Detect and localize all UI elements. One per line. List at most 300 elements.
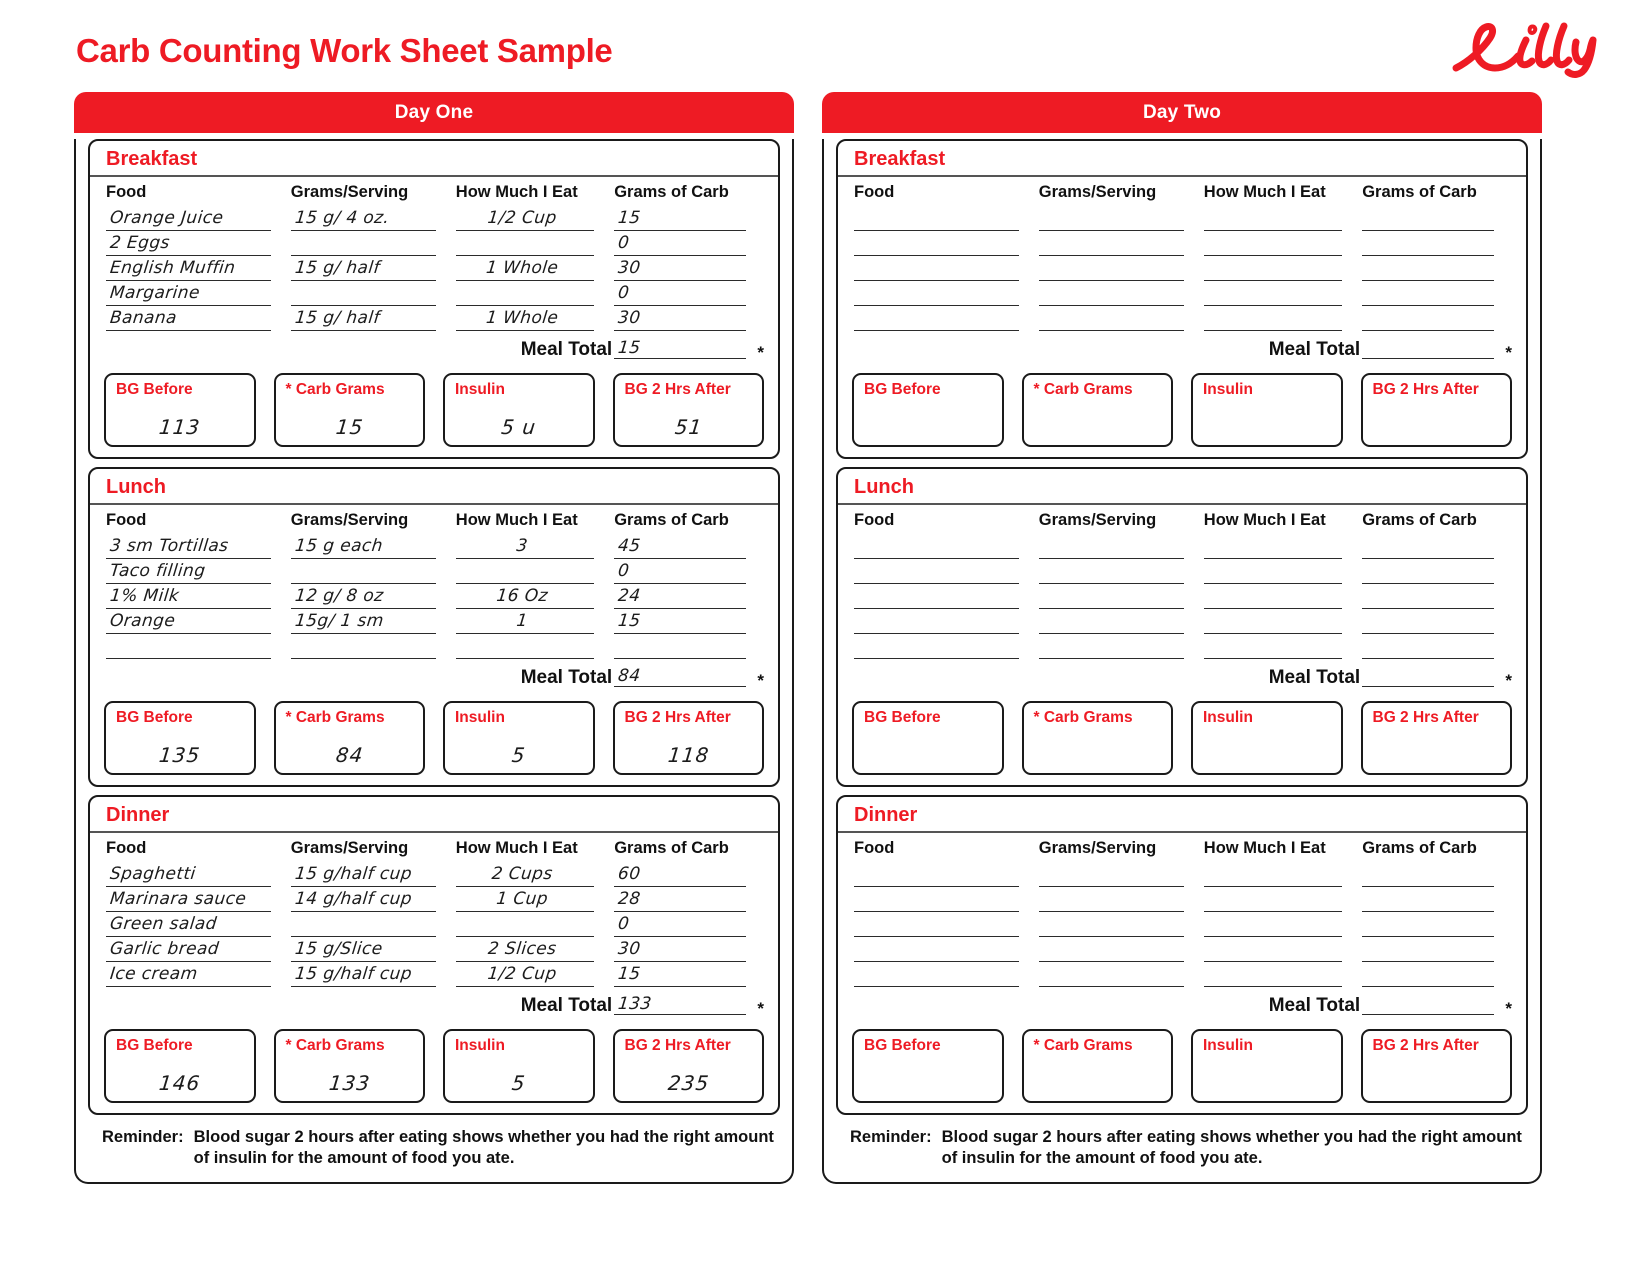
grams-serving-field[interactable]: [289, 206, 454, 231]
carbs-field[interactable]: [612, 962, 764, 987]
food-field[interactable]: [852, 256, 1037, 281]
carbs-field[interactable]: [1360, 281, 1512, 306]
asterisk-marker: *: [1505, 343, 1512, 362]
col-header-food: Food: [106, 183, 147, 201]
carbs-field[interactable]: [612, 937, 764, 962]
asterisk-marker: *: [757, 999, 764, 1018]
how-much-field[interactable]: [454, 231, 612, 256]
food-value: Green salad: [108, 914, 218, 934]
how-much-value: 2 Slices: [486, 939, 558, 959]
grams-serving-field[interactable]: [289, 256, 454, 281]
carbs-value: 28: [617, 889, 642, 909]
grams-serving-value: 15 g/ 4 oz.: [293, 208, 391, 228]
table-row: [104, 559, 764, 584]
grams-serving-value: 15 g/ half: [293, 258, 381, 278]
carbs-field[interactable]: [1360, 584, 1512, 609]
food-field[interactable]: [104, 912, 289, 937]
grams-serving-value: 15 g/half cup: [293, 864, 413, 884]
food-value: Ice cream: [108, 964, 199, 984]
how-much-field[interactable]: [454, 584, 612, 609]
col-header-food: Food: [854, 511, 895, 529]
carbs-value: 0: [617, 283, 631, 303]
grams-serving-field[interactable]: [289, 937, 454, 962]
bg-box-row: [104, 1029, 764, 1103]
bg-after-box[interactable]: [613, 1029, 765, 1103]
food-field[interactable]: [852, 912, 1037, 937]
grams-serving-field[interactable]: [289, 559, 454, 584]
grams-serving-field[interactable]: [1037, 962, 1202, 987]
table-row: [852, 256, 1512, 281]
how-much-field[interactable]: [454, 281, 612, 306]
carbs-field[interactable]: [612, 256, 764, 281]
how-much-field[interactable]: [1202, 231, 1360, 256]
grams-serving-value: 14 g/half cup: [293, 889, 413, 909]
carbs-field[interactable]: [1360, 962, 1512, 987]
grams-serving-field[interactable]: [1037, 887, 1202, 912]
day-column-two: [822, 92, 1542, 1184]
table-header-row: [104, 183, 764, 206]
insulin-box[interactable]: [443, 701, 595, 775]
col-header-grams-carb: Grams of Carb: [614, 183, 729, 201]
bg-before-value: 146: [157, 1071, 202, 1095]
carbs-field[interactable]: [1360, 231, 1512, 256]
carb-grams-box[interactable]: [274, 373, 426, 447]
carbs-value: 45: [617, 536, 642, 556]
food-field[interactable]: [852, 231, 1037, 256]
col-header-grams-carb: Grams of Carb: [1362, 183, 1477, 201]
bg-box-row: [104, 701, 764, 775]
bg-before-label: BG Before: [864, 381, 941, 398]
food-table: [104, 511, 764, 689]
food-field[interactable]: [852, 962, 1037, 987]
grams-serving-field[interactable]: [289, 912, 454, 937]
how-much-field[interactable]: [454, 634, 612, 659]
table-row: [104, 634, 764, 659]
how-much-field[interactable]: [1202, 634, 1360, 659]
food-value: 1% Milk: [108, 586, 181, 606]
carbs-value: 15: [617, 964, 642, 984]
grams-serving-field[interactable]: [1037, 281, 1202, 306]
bg-after-value: 118: [666, 743, 711, 767]
table-row: [104, 937, 764, 962]
how-much-field[interactable]: [1202, 862, 1360, 887]
table-row: [852, 962, 1512, 987]
carb-grams-label: * Carb Grams: [1033, 1037, 1133, 1054]
col-header-food: Food: [854, 183, 895, 201]
food-field[interactable]: [104, 962, 289, 987]
bg-after-label: BG 2 Hrs After: [1372, 709, 1479, 726]
carb-grams-box[interactable]: [1022, 701, 1174, 775]
col-header-how-much: How Much I Eat: [1203, 839, 1326, 857]
bg-after-box[interactable]: [1361, 1029, 1513, 1103]
bg-after-box[interactable]: [613, 701, 765, 775]
meal-total-field[interactable]: [1360, 661, 1512, 689]
insulin-label: Insulin: [1203, 1037, 1253, 1054]
bg-after-label: BG 2 Hrs After: [624, 1037, 731, 1054]
meal-block-lunch: [88, 467, 780, 787]
carbs-value: 0: [617, 561, 631, 581]
food-value: Orange: [108, 611, 177, 631]
bg-before-box[interactable]: [852, 1029, 1004, 1103]
col-header-grams-serving: Grams/Serving: [1038, 511, 1157, 529]
carbs-field[interactable]: [1360, 887, 1512, 912]
how-much-field[interactable]: [454, 559, 612, 584]
food-field[interactable]: [104, 281, 289, 306]
table-row: [852, 281, 1512, 306]
food-table: [852, 839, 1512, 1017]
grams-serving-field[interactable]: [1037, 256, 1202, 281]
meal-block-lunch: [836, 467, 1528, 787]
grams-serving-field[interactable]: [1037, 634, 1202, 659]
carbs-field[interactable]: [612, 862, 764, 887]
how-much-value: 1 Cup: [495, 889, 549, 909]
bg-after-value: 51: [673, 415, 704, 439]
carbs-field[interactable]: [612, 206, 764, 231]
grams-serving-field[interactable]: [289, 862, 454, 887]
food-field[interactable]: [104, 534, 289, 559]
meal-divider: [90, 503, 778, 505]
bg-after-label: BG 2 Hrs After: [1372, 1037, 1479, 1054]
food-field[interactable]: [852, 281, 1037, 306]
meal-title: Lunch: [854, 476, 914, 498]
food-field[interactable]: [852, 609, 1037, 634]
carb-grams-box[interactable]: [274, 701, 426, 775]
how-much-field[interactable]: [1202, 584, 1360, 609]
bg-box-row: [852, 701, 1512, 775]
food-value: 2 Eggs: [108, 233, 171, 253]
insulin-box[interactable]: [1191, 373, 1343, 447]
meal-total-value: 133: [617, 994, 653, 1014]
carbs-field[interactable]: [1360, 609, 1512, 634]
how-much-field[interactable]: [1202, 937, 1360, 962]
bg-before-value: 113: [157, 415, 202, 439]
meal-divider: [838, 503, 1526, 505]
insulin-value: 5: [510, 743, 527, 767]
how-much-value: 2 Cups: [490, 864, 554, 884]
carbs-field[interactable]: [612, 912, 764, 937]
meal-total-row: [852, 987, 1512, 1017]
grams-serving-field[interactable]: [1037, 912, 1202, 937]
meal-total-value: 84: [617, 666, 642, 686]
table-row: [852, 584, 1512, 609]
how-much-value: 1/2 Cup: [486, 208, 558, 228]
grams-serving-field[interactable]: [289, 962, 454, 987]
how-much-field[interactable]: [454, 962, 612, 987]
how-much-field[interactable]: [454, 609, 612, 634]
meal-block-breakfast: [836, 139, 1528, 459]
carbs-field[interactable]: [1360, 206, 1512, 231]
insulin-label: Insulin: [455, 381, 505, 398]
carb-grams-label: * Carb Grams: [285, 709, 385, 726]
grams-serving-field[interactable]: [1037, 559, 1202, 584]
table-row: [104, 887, 764, 912]
food-table: [852, 183, 1512, 361]
food-field[interactable]: [852, 634, 1037, 659]
food-table: [104, 183, 764, 361]
grams-serving-field[interactable]: [289, 231, 454, 256]
meal-total-label: Meal Total: [520, 995, 613, 1016]
meal-divider: [838, 175, 1526, 177]
food-table: [104, 839, 764, 1017]
grams-serving-value: 15g/ 1 sm: [293, 611, 385, 631]
food-field[interactable]: [104, 887, 289, 912]
meal-total-label: Meal Total: [520, 667, 613, 688]
meal-total-field[interactable]: [612, 661, 764, 689]
meal-block-dinner: [88, 795, 780, 1115]
food-field[interactable]: [104, 862, 289, 887]
insulin-label: Insulin: [1203, 381, 1253, 398]
grams-serving-field[interactable]: [1037, 862, 1202, 887]
table-row: [852, 887, 1512, 912]
carbs-field[interactable]: [1360, 306, 1512, 331]
carb-grams-value: 133: [327, 1071, 372, 1095]
grams-serving-field[interactable]: [1037, 584, 1202, 609]
reminder-label: Reminder:: [102, 1128, 184, 1146]
meal-total-label: Meal Total: [1268, 339, 1361, 360]
bg-box-row: [852, 1029, 1512, 1103]
table-row: [104, 584, 764, 609]
bg-after-box[interactable]: [1361, 701, 1513, 775]
table-header-row: [104, 839, 764, 862]
how-much-field[interactable]: [1202, 534, 1360, 559]
table-row: [104, 534, 764, 559]
grams-serving-field[interactable]: [1037, 937, 1202, 962]
meal-total-row: [104, 987, 764, 1017]
reminder-text: Blood sugar 2 hours after eating shows whether you had the right amount of insulin for the amount of food you ate.: [941, 1128, 1522, 1168]
carbs-field[interactable]: [612, 584, 764, 609]
table-row: [104, 862, 764, 887]
day-column-one: [74, 92, 794, 1184]
carbs-field[interactable]: [1360, 937, 1512, 962]
meal-divider: [838, 831, 1526, 833]
asterisk-marker: *: [757, 671, 764, 690]
grams-serving-value: 15 g/ half: [293, 308, 381, 328]
bg-before-value: 135: [157, 743, 202, 767]
how-much-value: 1 Whole: [484, 308, 560, 328]
grams-serving-value: 15 g/Slice: [293, 939, 384, 959]
food-field[interactable]: [104, 231, 289, 256]
how-much-field[interactable]: [1202, 887, 1360, 912]
carbs-field[interactable]: [612, 559, 764, 584]
how-much-field[interactable]: [1202, 559, 1360, 584]
meal-title: Lunch: [106, 476, 166, 498]
carbs-field[interactable]: [612, 231, 764, 256]
day-banner: Day One: [74, 92, 794, 133]
asterisk-marker: *: [1505, 671, 1512, 690]
meal-title: Breakfast: [106, 148, 198, 170]
carb-grams-box[interactable]: [274, 1029, 426, 1103]
carbs-field[interactable]: [612, 634, 764, 659]
food-field[interactable]: [852, 937, 1037, 962]
col-header-food: Food: [106, 511, 147, 529]
day-body: [822, 139, 1542, 1184]
carbs-field[interactable]: [612, 534, 764, 559]
insulin-box[interactable]: [443, 1029, 595, 1103]
how-much-field[interactable]: [454, 887, 612, 912]
how-much-field[interactable]: [454, 862, 612, 887]
carbs-field[interactable]: [1360, 256, 1512, 281]
carbs-field[interactable]: [1360, 634, 1512, 659]
table-row: [852, 912, 1512, 937]
col-header-grams-serving: Grams/Serving: [1038, 183, 1157, 201]
how-much-field[interactable]: [1202, 256, 1360, 281]
insulin-value: 5: [510, 1071, 527, 1095]
meal-total-field[interactable]: [612, 333, 764, 361]
food-field[interactable]: [104, 634, 289, 659]
carbs-value: 30: [617, 258, 642, 278]
bg-before-box[interactable]: [104, 373, 256, 447]
bg-before-label: BG Before: [864, 709, 941, 726]
table-header-row: [852, 183, 1512, 206]
bg-after-box[interactable]: [613, 373, 765, 447]
insulin-value: 5 u: [500, 415, 538, 439]
bg-box-row: [852, 373, 1512, 447]
how-much-field[interactable]: [1202, 609, 1360, 634]
food-field[interactable]: [104, 256, 289, 281]
food-value: Banana: [108, 308, 178, 328]
how-much-field[interactable]: [1202, 281, 1360, 306]
how-much-field[interactable]: [454, 206, 612, 231]
food-field[interactable]: [852, 206, 1037, 231]
insulin-label: Insulin: [455, 709, 505, 726]
how-much-field[interactable]: [454, 912, 612, 937]
food-value: Spaghetti: [108, 864, 197, 884]
food-value: Marinara sauce: [108, 889, 248, 909]
how-much-field[interactable]: [1202, 206, 1360, 231]
meal-total-field[interactable]: [1360, 989, 1512, 1017]
grams-serving-field[interactable]: [289, 281, 454, 306]
bg-box-row: [104, 373, 764, 447]
meal-divider: [90, 175, 778, 177]
col-header-how-much: How Much I Eat: [455, 183, 578, 201]
insulin-box[interactable]: [1191, 1029, 1343, 1103]
how-much-field[interactable]: [1202, 912, 1360, 937]
how-much-field[interactable]: [454, 937, 612, 962]
table-header-row: [852, 839, 1512, 862]
table-row: [104, 206, 764, 231]
bg-before-label: BG Before: [116, 709, 193, 726]
bg-before-box[interactable]: [852, 701, 1004, 775]
carbs-field[interactable]: [1360, 862, 1512, 887]
grams-serving-field[interactable]: [1037, 534, 1202, 559]
carbs-field[interactable]: [1360, 559, 1512, 584]
asterisk-marker: *: [1505, 999, 1512, 1018]
how-much-field[interactable]: [1202, 962, 1360, 987]
meal-total-field[interactable]: [612, 989, 764, 1017]
insulin-box[interactable]: [1191, 701, 1343, 775]
food-field[interactable]: [104, 559, 289, 584]
food-field[interactable]: [104, 306, 289, 331]
grams-serving-field[interactable]: [1037, 231, 1202, 256]
carbs-value: 30: [617, 939, 642, 959]
carbs-value: 15: [617, 611, 642, 631]
grams-serving-field[interactable]: [289, 534, 454, 559]
food-value: Taco filling: [108, 561, 207, 581]
insulin-label: Insulin: [455, 1037, 505, 1054]
insulin-box[interactable]: [443, 373, 595, 447]
how-much-field[interactable]: [454, 306, 612, 331]
grams-serving-field[interactable]: [289, 584, 454, 609]
grams-serving-field[interactable]: [1037, 609, 1202, 634]
col-header-grams-carb: Grams of Carb: [614, 839, 729, 857]
bg-before-label: BG Before: [864, 1037, 941, 1054]
carbs-value: 0: [617, 233, 631, 253]
carb-grams-box[interactable]: [1022, 373, 1174, 447]
reminder-note: [102, 1127, 778, 1170]
food-field[interactable]: [852, 306, 1037, 331]
bg-before-box[interactable]: [104, 701, 256, 775]
meal-block-breakfast: [88, 139, 780, 459]
grams-serving-field[interactable]: [289, 609, 454, 634]
carbs-field[interactable]: [1360, 912, 1512, 937]
carbs-value: 15: [617, 208, 642, 228]
how-much-value: 3: [515, 536, 529, 556]
carb-grams-label: * Carb Grams: [1033, 709, 1133, 726]
carbs-field[interactable]: [612, 306, 764, 331]
table-row: [852, 306, 1512, 331]
food-field[interactable]: [852, 534, 1037, 559]
bg-before-box[interactable]: [104, 1029, 256, 1103]
food-field[interactable]: [852, 584, 1037, 609]
carbs-field[interactable]: [612, 887, 764, 912]
food-field[interactable]: [104, 609, 289, 634]
how-much-field[interactable]: [454, 256, 612, 281]
meal-divider: [90, 831, 778, 833]
meal-block-dinner: [836, 795, 1528, 1115]
table-row: [852, 206, 1512, 231]
how-much-field[interactable]: [454, 534, 612, 559]
how-much-value: 1: [515, 611, 529, 631]
food-field[interactable]: [104, 584, 289, 609]
food-field[interactable]: [104, 937, 289, 962]
food-field[interactable]: [852, 887, 1037, 912]
carbs-field[interactable]: [612, 609, 764, 634]
how-much-field[interactable]: [1202, 306, 1360, 331]
carbs-field[interactable]: [612, 281, 764, 306]
food-field[interactable]: [104, 206, 289, 231]
table-row: [852, 937, 1512, 962]
meal-total-label: Meal Total: [1268, 667, 1361, 688]
meal-total-label: Meal Total: [1268, 995, 1361, 1016]
meal-title: Breakfast: [854, 148, 946, 170]
carbs-value: 60: [617, 864, 642, 884]
col-header-grams-serving: Grams/Serving: [290, 511, 409, 529]
grams-serving-field[interactable]: [289, 306, 454, 331]
carb-grams-box[interactable]: [1022, 1029, 1174, 1103]
grams-serving-field[interactable]: [1037, 206, 1202, 231]
bg-before-label: BG Before: [116, 1037, 193, 1054]
grams-serving-field[interactable]: [289, 887, 454, 912]
table-row: [852, 559, 1512, 584]
lilly-logo: [1438, 16, 1628, 78]
meal-total-field[interactable]: [1360, 333, 1512, 361]
carb-grams-value: 84: [334, 743, 365, 767]
food-field[interactable]: [852, 862, 1037, 887]
grams-serving-value: 15 g/half cup: [293, 964, 413, 984]
carb-grams-label: * Carb Grams: [285, 1037, 385, 1054]
grams-serving-field[interactable]: [1037, 306, 1202, 331]
meal-total-row: [104, 659, 764, 689]
carbs-field[interactable]: [1360, 534, 1512, 559]
page-title: Carb Counting Work Sheet Sample: [76, 32, 613, 69]
food-value: Orange Juice: [108, 208, 225, 228]
grams-serving-field[interactable]: [289, 634, 454, 659]
col-header-how-much: How Much I Eat: [455, 839, 578, 857]
bg-before-box[interactable]: [852, 373, 1004, 447]
food-field[interactable]: [852, 559, 1037, 584]
bg-after-box[interactable]: [1361, 373, 1513, 447]
grams-serving-value: 15 g each: [293, 536, 384, 556]
